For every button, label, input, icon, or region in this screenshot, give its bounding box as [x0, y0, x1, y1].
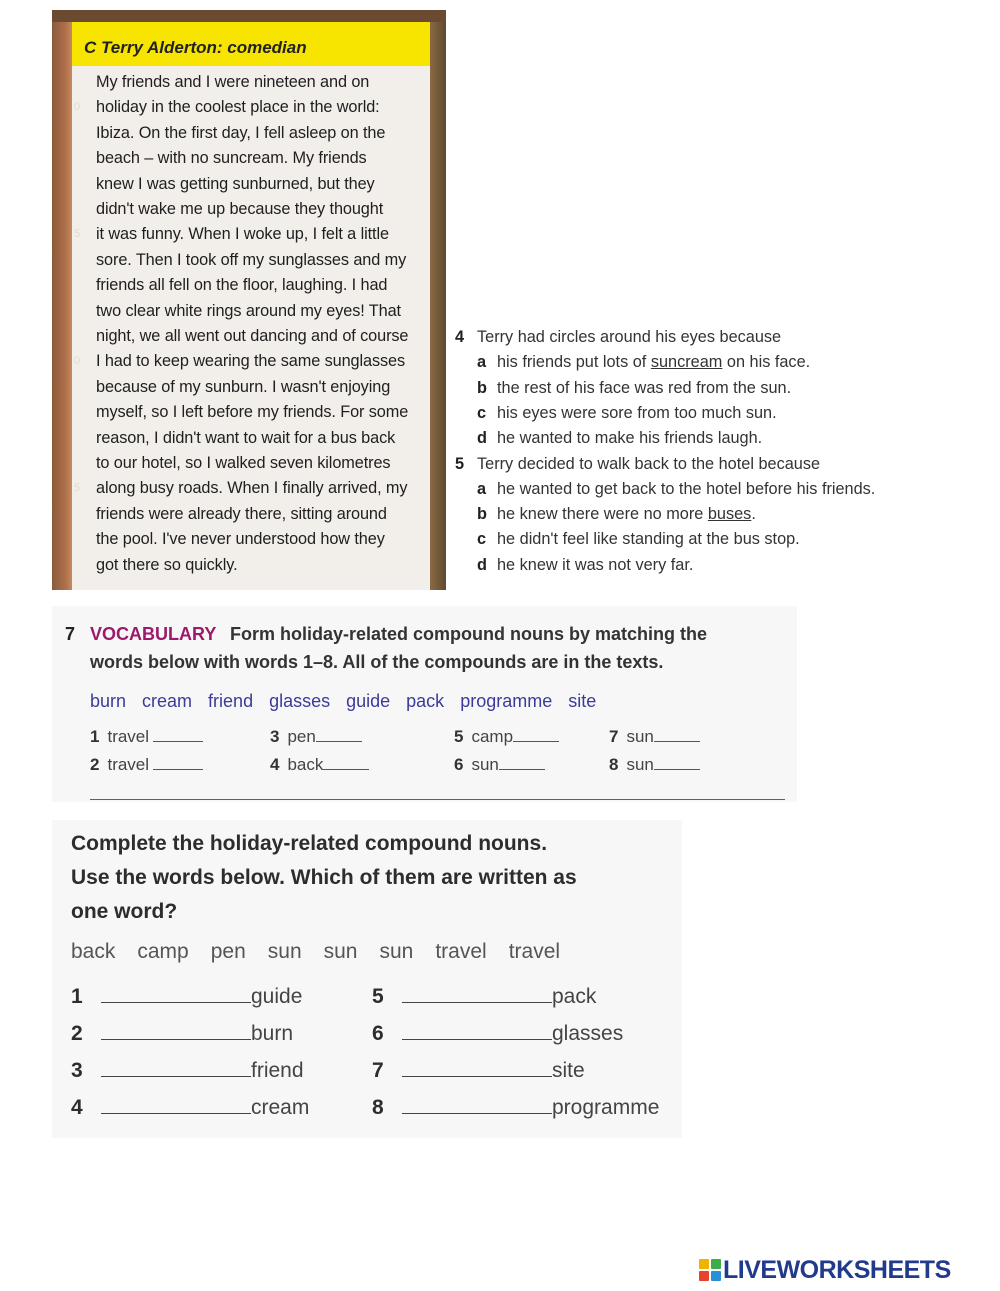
- text-line: night, we all went out dancing and of course: [96, 327, 409, 345]
- item-word: sun: [626, 727, 654, 746]
- item-word: back: [287, 755, 324, 774]
- text-line: because of my sunburn. I wasn't enjoying: [96, 377, 391, 396]
- item-number: 4: [270, 755, 280, 774]
- text-line: I had to keep wearing the same sunglasses: [96, 352, 406, 371]
- item-number: 2: [71, 1022, 83, 1045]
- exercise-item: [71, 1058, 304, 1083]
- option-text: he wanted to get back to the hotel before his friends.: [497, 479, 876, 498]
- answer-option: [477, 379, 791, 398]
- item-number: 1: [90, 727, 100, 746]
- word-bank-item: friend: [208, 691, 254, 711]
- question: [455, 455, 820, 474]
- item-suffix: friend: [251, 1059, 304, 1082]
- option-text: .: [751, 505, 756, 524]
- text-line: beach – with no suncream. My friends: [96, 149, 367, 168]
- word-bank-item: travel: [508, 940, 561, 963]
- answer-blank: [402, 1058, 552, 1077]
- item-suffix: glasses: [552, 1022, 624, 1045]
- vocabulary-label: VOCABULARY: [90, 624, 217, 644]
- item-suffix: programme: [552, 1096, 660, 1119]
- exercise-item: [71, 1095, 309, 1120]
- exercise-item: [71, 1021, 293, 1046]
- word-bank-item: travel: [435, 940, 487, 963]
- divider: [90, 799, 785, 800]
- item-word: travel: [107, 727, 150, 746]
- option-text: his friends put lots of: [497, 353, 651, 372]
- item-suffix: burn: [251, 1022, 294, 1045]
- word-bank-item: pen: [210, 940, 246, 963]
- item-number: 1: [71, 985, 83, 1008]
- answer-blank: [101, 1095, 251, 1114]
- text-line: holiday in the coolest place in the world:: [96, 98, 380, 117]
- answer-blank: [153, 755, 203, 770]
- option-letter: c: [477, 403, 487, 422]
- answer-blank: [513, 727, 559, 742]
- line-number: 5: [74, 482, 81, 495]
- exercise-item: [454, 755, 545, 775]
- exercise-item: [454, 727, 559, 747]
- word-bank-item: glasses: [269, 691, 331, 711]
- item-number: 4: [71, 1096, 83, 1119]
- word-bank-item: sun: [379, 940, 414, 963]
- question-text: Terry had circles around his eyes because: [477, 328, 782, 346]
- option-text: he knew there were no more: [497, 505, 708, 524]
- answer-blank: [654, 755, 700, 770]
- exercise-item: [90, 727, 203, 747]
- item-suffix: site: [552, 1059, 585, 1082]
- card-top-strip: [52, 10, 446, 22]
- option-letter: d: [477, 429, 487, 448]
- answer-option: [477, 505, 756, 524]
- item-word: camp: [471, 727, 514, 746]
- question-number: 4: [455, 328, 465, 346]
- text-line: to our hotel, so I walked seven kilometres: [96, 454, 391, 472]
- item-number: 5: [454, 727, 464, 746]
- option-letter: c: [477, 530, 487, 549]
- text-line: it was funny. When I woke up, I felt a little: [96, 225, 389, 244]
- item-number: 5: [372, 985, 384, 1008]
- exercise-instruction: words below with words 1–8. All of the compounds are in the texts.: [90, 652, 664, 672]
- option-text: on his face.: [722, 353, 811, 372]
- item-number: 7: [372, 1059, 384, 1082]
- text-line: Ibiza. On the first day, I fell asleep on the: [96, 123, 386, 142]
- logo-icon: [699, 1259, 721, 1281]
- item-number: 6: [454, 755, 464, 774]
- exercise-item: [90, 755, 203, 775]
- option-letter: b: [477, 505, 487, 524]
- logo-text: LIVEWORKSHEETS: [723, 1256, 951, 1284]
- text-line: friends all fell on the floor, laughing. I had: [96, 276, 388, 295]
- word-bank-item: cream: [142, 691, 193, 711]
- answer-blank: [402, 984, 552, 1003]
- exercise-item: [372, 1058, 585, 1083]
- word-bank-item: guide: [346, 691, 391, 711]
- exercise-heading: Complete the holiday-related compound nouns.: [71, 832, 548, 855]
- answer-blank: [101, 1021, 251, 1040]
- answer-blank: [499, 755, 545, 770]
- item-word: travel: [107, 755, 150, 774]
- word-bank-item: back: [71, 940, 116, 963]
- exercise-item: [609, 727, 700, 747]
- reading-text: [72, 66, 430, 590]
- question-text: Terry decided to walk back to the hotel because: [477, 454, 821, 473]
- item-suffix: cream: [251, 1096, 310, 1119]
- exercise-heading: Use the words below. Which of them are written as: [71, 866, 577, 889]
- answer-blank: [654, 727, 700, 742]
- word-bank-item: programme: [460, 691, 553, 711]
- answer-blank: [402, 1095, 552, 1114]
- item-number: 7: [609, 727, 619, 746]
- answer-blank: [153, 727, 203, 742]
- option-text: he knew it was not very far.: [497, 555, 694, 574]
- text-line: the pool. I've never understood how they: [96, 530, 385, 549]
- exercise-item: [270, 755, 369, 775]
- exercise-item: [372, 1021, 623, 1046]
- reading-card: [52, 10, 446, 590]
- answer-option: [477, 353, 810, 372]
- answer-blank: [402, 1021, 552, 1040]
- answer-blank: [323, 755, 369, 770]
- word-bank-item: pack: [406, 691, 445, 711]
- text-line: My friends and I were nineteen and on: [96, 73, 370, 91]
- option-text: his eyes were sore from too much sun.: [497, 403, 777, 422]
- option-letter: a: [477, 479, 487, 498]
- option-letter: b: [477, 378, 487, 397]
- item-word: sun: [471, 755, 499, 774]
- option-text: he didn't feel like standing at the bus stop.: [497, 530, 800, 549]
- option-letter: a: [477, 353, 487, 372]
- word-bank: [90, 691, 612, 712]
- text-line: sore. Then I took off my sunglasses and my: [96, 250, 407, 269]
- text-line: two clear white rings around my eyes! That: [96, 301, 401, 320]
- exercise-item: [71, 984, 302, 1009]
- item-suffix: pack: [552, 985, 597, 1008]
- item-number: 8: [609, 755, 619, 774]
- exercise-heading: one word?: [71, 900, 178, 923]
- exercise-number: 7: [65, 624, 76, 644]
- text-line: got there so quickly.: [96, 555, 238, 574]
- item-word: sun: [626, 755, 654, 774]
- line-number: 0: [74, 355, 81, 368]
- answer-blank: [101, 984, 251, 1003]
- exercise-7: [52, 606, 797, 802]
- answer-blank: [101, 1058, 251, 1077]
- answer-option: [477, 429, 762, 448]
- answer-option: [477, 480, 875, 499]
- answer-blank: [316, 727, 362, 742]
- line-number: 5: [74, 228, 81, 241]
- card-title-bar: [72, 22, 430, 66]
- text-line: myself, so I left before my friends. For some: [96, 403, 409, 422]
- question-number: 5: [455, 454, 465, 473]
- exercise-item: [372, 1095, 659, 1120]
- exercise-item: [372, 984, 596, 1009]
- option-letter: d: [477, 555, 487, 574]
- exercise-item: [609, 755, 700, 775]
- exercise-item: [270, 727, 362, 747]
- word-bank-item: burn: [90, 691, 127, 711]
- word-bank-item: sun: [323, 940, 358, 963]
- item-word: pen: [287, 727, 316, 746]
- item-number: 3: [270, 727, 280, 746]
- answer-option: [477, 530, 800, 549]
- item-number: 6: [372, 1022, 384, 1045]
- card-title: C Terry Alderton: comedian: [84, 38, 307, 57]
- word-bank-item: site: [568, 691, 597, 711]
- option-text: he wanted to make his friends laugh.: [497, 429, 763, 448]
- text-line: reason, I didn't want to wait for a bus back: [96, 428, 396, 447]
- exercise-instruction: Form holiday-related compound nouns by matching the: [230, 624, 708, 644]
- answer-option: [477, 404, 777, 423]
- option-text-underlined: suncream: [650, 353, 723, 372]
- text-line: along busy roads. When I finally arrived, my: [96, 479, 408, 498]
- item-suffix: guide: [251, 985, 303, 1008]
- text-line: friends were already there, sitting around: [96, 504, 387, 523]
- item-number: 8: [372, 1096, 384, 1119]
- item-number: 3: [71, 1059, 83, 1082]
- text-line: knew I was getting sunburned, but they: [96, 174, 375, 193]
- word-bank-item: sun: [267, 940, 302, 963]
- question: [455, 328, 781, 347]
- answer-option: [477, 556, 693, 575]
- option-text: the rest of his face was red from the sun.: [497, 378, 792, 397]
- line-number: 0: [74, 101, 81, 114]
- word-bank: [71, 940, 582, 964]
- option-text-underlined: buses: [707, 505, 752, 524]
- word-bank-item: camp: [137, 940, 189, 963]
- text-line: didn't wake me up because they thought: [96, 200, 384, 218]
- item-number: 2: [90, 755, 100, 774]
- complete-exercise: [52, 820, 682, 1138]
